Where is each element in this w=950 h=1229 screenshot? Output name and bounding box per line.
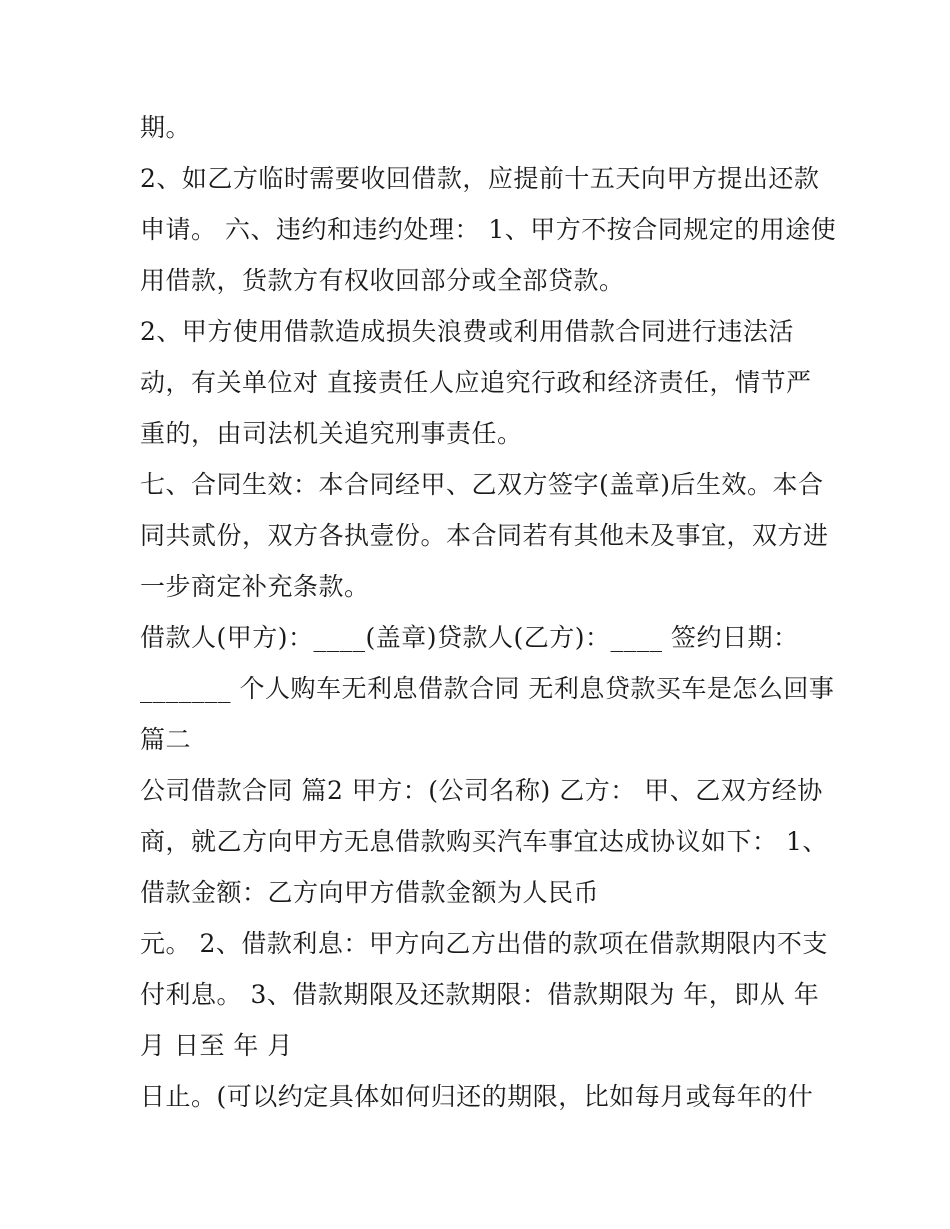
text-line: 借款金额：乙方向甲方借款金额为人民币 xyxy=(140,878,600,907)
text-line: 动，有关单位对 直接责任人应追究行政和经济责任，情节严 xyxy=(140,368,812,397)
text-line: 期。 xyxy=(140,113,192,142)
text-line: _______ 个人购车无利息借款合同 无利息贷款买车是怎么回事 xyxy=(140,674,835,703)
text-line: 一步商定补充条款。 xyxy=(140,572,370,601)
text-line: 2、甲方使用借款造成损失浪费或利用借款合同进行违法活 xyxy=(140,317,794,346)
text-line: 同共贰份，双方各执壹份。本合同若有其他未及事宜，双方进 xyxy=(140,521,829,550)
text-line: 申请。 六、违约和违约处理： 1、甲方不按合同规定的用途使 xyxy=(140,215,837,244)
section-heading: 篇二 xyxy=(140,725,192,754)
text-line: 借款人(甲方)：____(盖章)贷款人(乙方)：____ 签约日期： xyxy=(140,623,799,652)
text-line: 付利息。 3、借款期限及还款期限：借款期限为 年，即从 年 xyxy=(140,980,820,1009)
text-line: 用借款，货款方有权收回部分或全部贷款。 xyxy=(140,266,625,295)
text-line: 公司借款合同 篇2 甲方：(公司名称) 乙方： 甲、乙双方经协 xyxy=(140,776,823,805)
text-line: 商，就乙方向甲方无息借款购买汽车事宜达成协议如下： 1、 xyxy=(140,827,828,856)
text-line: 元。 2、借款利息：甲方向乙方出借的款项在借款期限内不支 xyxy=(140,929,828,958)
text-line: 七、合同生效：本合同经甲、乙双方签字(盖章)后生效。本合 xyxy=(140,470,824,499)
text-line: 重的，由司法机关追究刑事责任。 xyxy=(140,419,523,448)
text-line: 月 日至 年 月 xyxy=(140,1031,293,1060)
text-line: 2、如乙方临时需要收回借款，应提前十五天向甲方提出还款 xyxy=(140,164,820,193)
text-line: 日止。(可以约定具体如何归还的期限，比如每月或每年的什 xyxy=(140,1082,814,1111)
